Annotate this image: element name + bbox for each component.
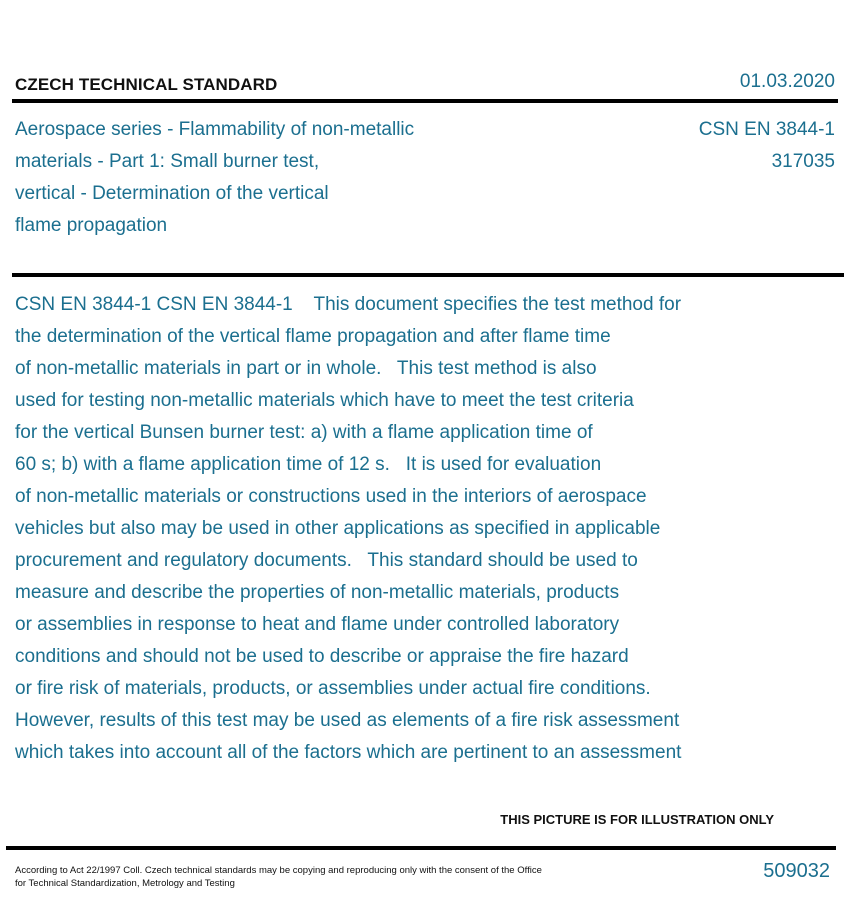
legal-notice: [15, 864, 615, 890]
abstract-line: of non-metallic materials in part or in whole. This test method is also: [15, 358, 597, 379]
abstract-line: conditions and should not be used to describe or appraise the fire hazard: [15, 646, 629, 667]
abstract-line: of non-metallic materials or constructions used in the interiors of aerospace: [15, 486, 647, 507]
abstract-text: [15, 289, 855, 769]
standard-title-line: materials - Part 1: Small burner test,: [15, 151, 320, 172]
abstract-line: vehicles but also may be used in other applications as specified in applicable: [15, 518, 661, 539]
abstract-line: for the vertical Bunsen burner test: a) with a flame application time of: [15, 422, 593, 443]
abstract-line: or fire risk of materials, products, or assemblies under actual fire conditions.: [15, 678, 651, 699]
illustration-notice: THIS PICTURE IS FOR ILLUSTRATION ONLY: [500, 812, 774, 827]
legal-notice-line: According to Act 22/1997 Coll. Czech technical standards may be copying and reproducing only with the consent of the Office: [15, 865, 542, 876]
abstract-line: measure and describe the properties of non-metallic materials, products: [15, 582, 620, 603]
abstract-line: which takes into account all of the factors which are pertinent to an assessment: [15, 742, 682, 763]
abstract-line: the determination of the vertical flame propagation and after flame time: [15, 326, 611, 347]
standard-title-line: vertical - Determination of the vertical: [15, 183, 329, 204]
abstract-line: used for testing non-metallic materials which have to meet the test criteria: [15, 390, 634, 411]
publication-date: 01.03.2020: [739, 71, 835, 92]
abstract-line: CSN EN 3844-1 CSN EN 3844-1 This document specifies the test method for: [15, 294, 682, 315]
standard-code: CSN EN 3844-1: [698, 119, 835, 140]
abstract-line: 60 s; b) with a flame application time of 12 s. It is used for evaluation: [15, 454, 602, 475]
standard-title-line: flame propagation: [15, 215, 168, 236]
standard-identifiers: [699, 114, 835, 178]
title-divider: [12, 273, 844, 277]
catalog-number: 317035: [771, 151, 835, 172]
document-type-label: CZECH TECHNICAL STANDARD: [15, 75, 278, 94]
header-divider: [12, 99, 838, 103]
abstract-line: procurement and regulatory documents. This standard should be used to: [15, 550, 638, 571]
standard-title: [15, 114, 485, 242]
abstract-line: or assemblies in response to heat and flame under controlled laboratory: [15, 614, 620, 635]
footer-divider: [6, 846, 836, 850]
abstract-line: However, results of this test may be used as elements of a fire risk assessment: [15, 710, 680, 731]
document-number: 509032: [763, 860, 830, 882]
legal-notice-line: for Technical Standardization, Metrology and Testing: [15, 878, 235, 889]
standard-title-line: Aerospace series - Flammability of non-metallic: [15, 119, 415, 140]
